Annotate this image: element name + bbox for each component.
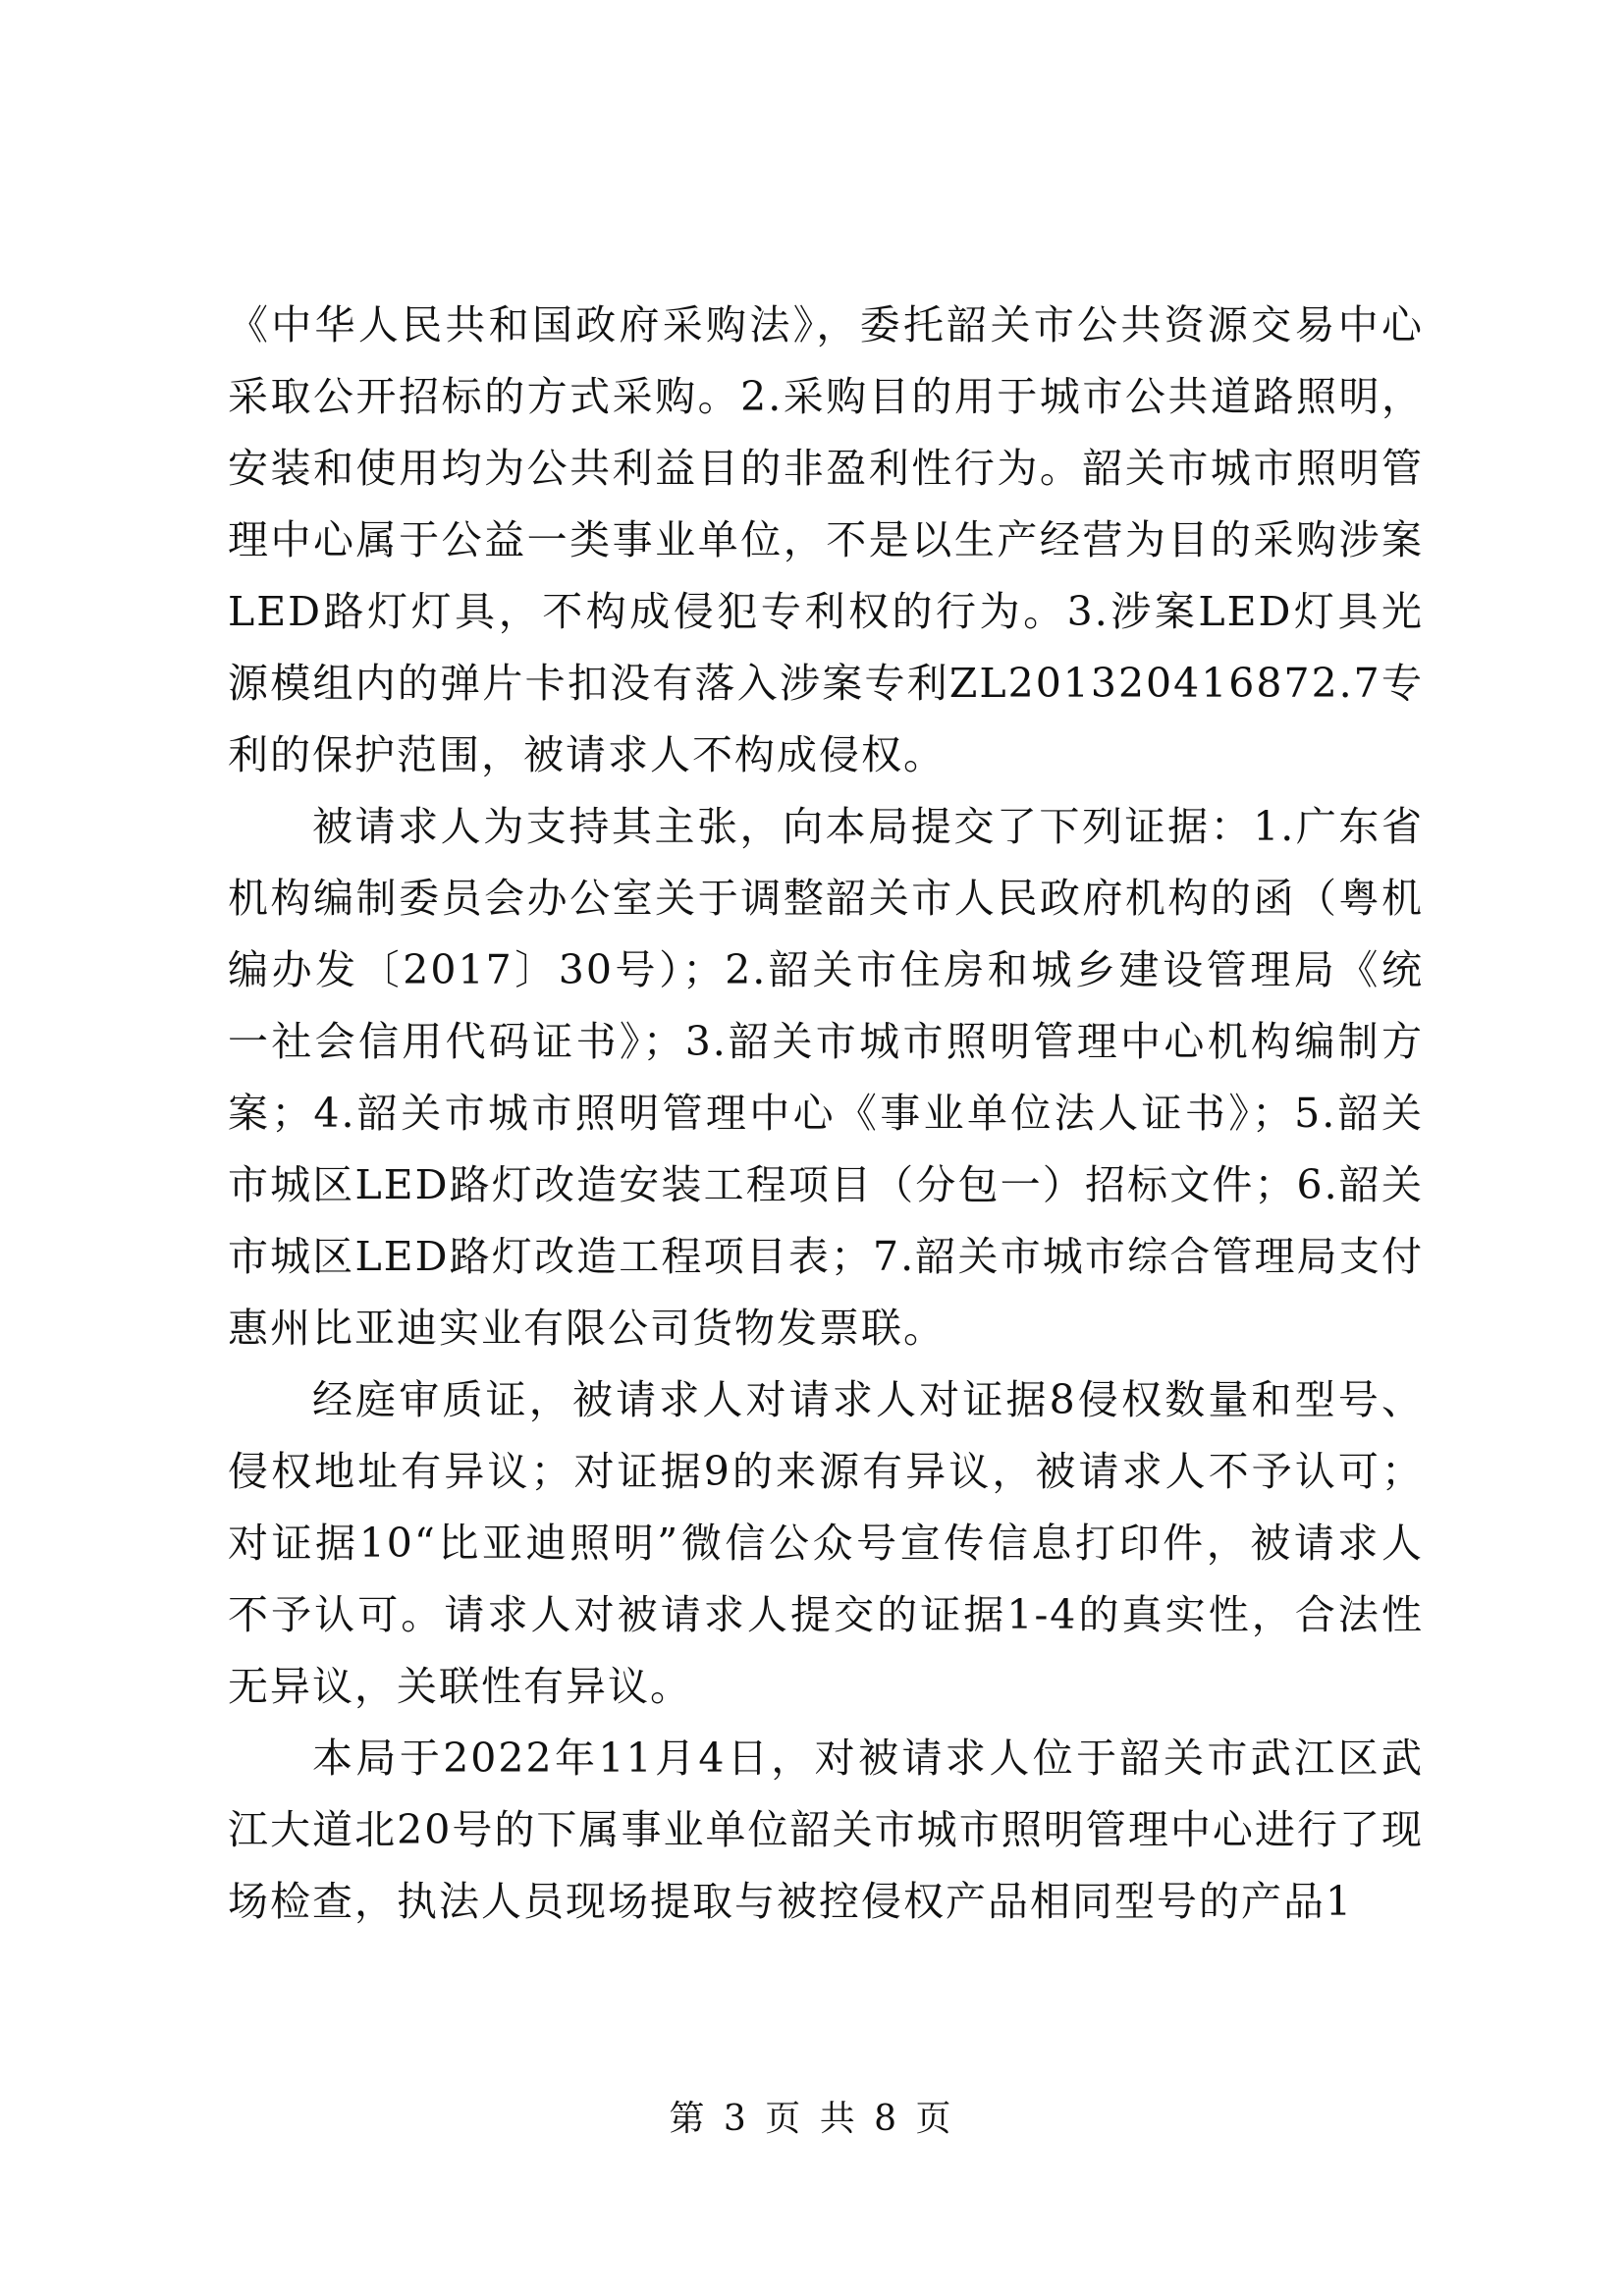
document-body: [228, 290, 1424, 1938]
paragraph-4: 本局于2022年11月4日，对被请求人位于韶关市武江区武江大道北20号的下属事业单位韶关市城市照明管理中心进行了现场检查，执法人员现场提取与被控侵权产品相同型号的产品1: [228, 1735, 1424, 1925]
page-number-footer: 第 3 页 共 8 页: [669, 2099, 955, 2139]
paragraph-2: 被请求人为支持其主张，向本局提交了下列证据：1.广东省机构编制委员会办公室关于调整韶关市人民政府机构的函（粤机编办发〔2017〕30号）；2.韶关市住房和城乡建设管理局《统一社会信用代码证书》；3.韶关市城市照明管理中心机构编制方案；4.韶关市城市照明管理中心《事业单位法人证书》；5.韶关市城区LED路灯改造安装工程项目（分包一）招标文件；6.韶关市城区LED路灯改造工程项目表；7.韶关市城市综合管理局支付惠州比亚迪实业有限公司货物发票联。: [228, 803, 1424, 1352]
paragraph-3: 经庭审质证，被请求人对请求人对证据8侵权数量和型号、侵权地址有异议；对证据9的来源有异议，被请求人不予认可；对证据10“比亚迪照明”微信公众号宣传信息打印件，被请求人不予认可。请求人对被请求人提交的证据1-4的真实性，合法性无异议，关联性有异议。: [228, 1376, 1424, 1710]
paragraph-1: 《中华人民共和国政府采购法》，委托韶关市公共资源交易中心采取公开招标的方式采购。2.采购目的用于城市公共道路照明，安装和使用均为公共利益目的非盈利性行为。韶关市城市照明管理中心属于公益一类事业单位，不是以生产经营为目的采购涉案LED路灯灯具，不构成侵犯专利权的行为。3.涉案LED灯具光源模组内的弹片卡扣没有落入涉案专利ZL201320416872.7专利的保护范围，被请求人不构成侵权。: [228, 301, 1424, 778]
